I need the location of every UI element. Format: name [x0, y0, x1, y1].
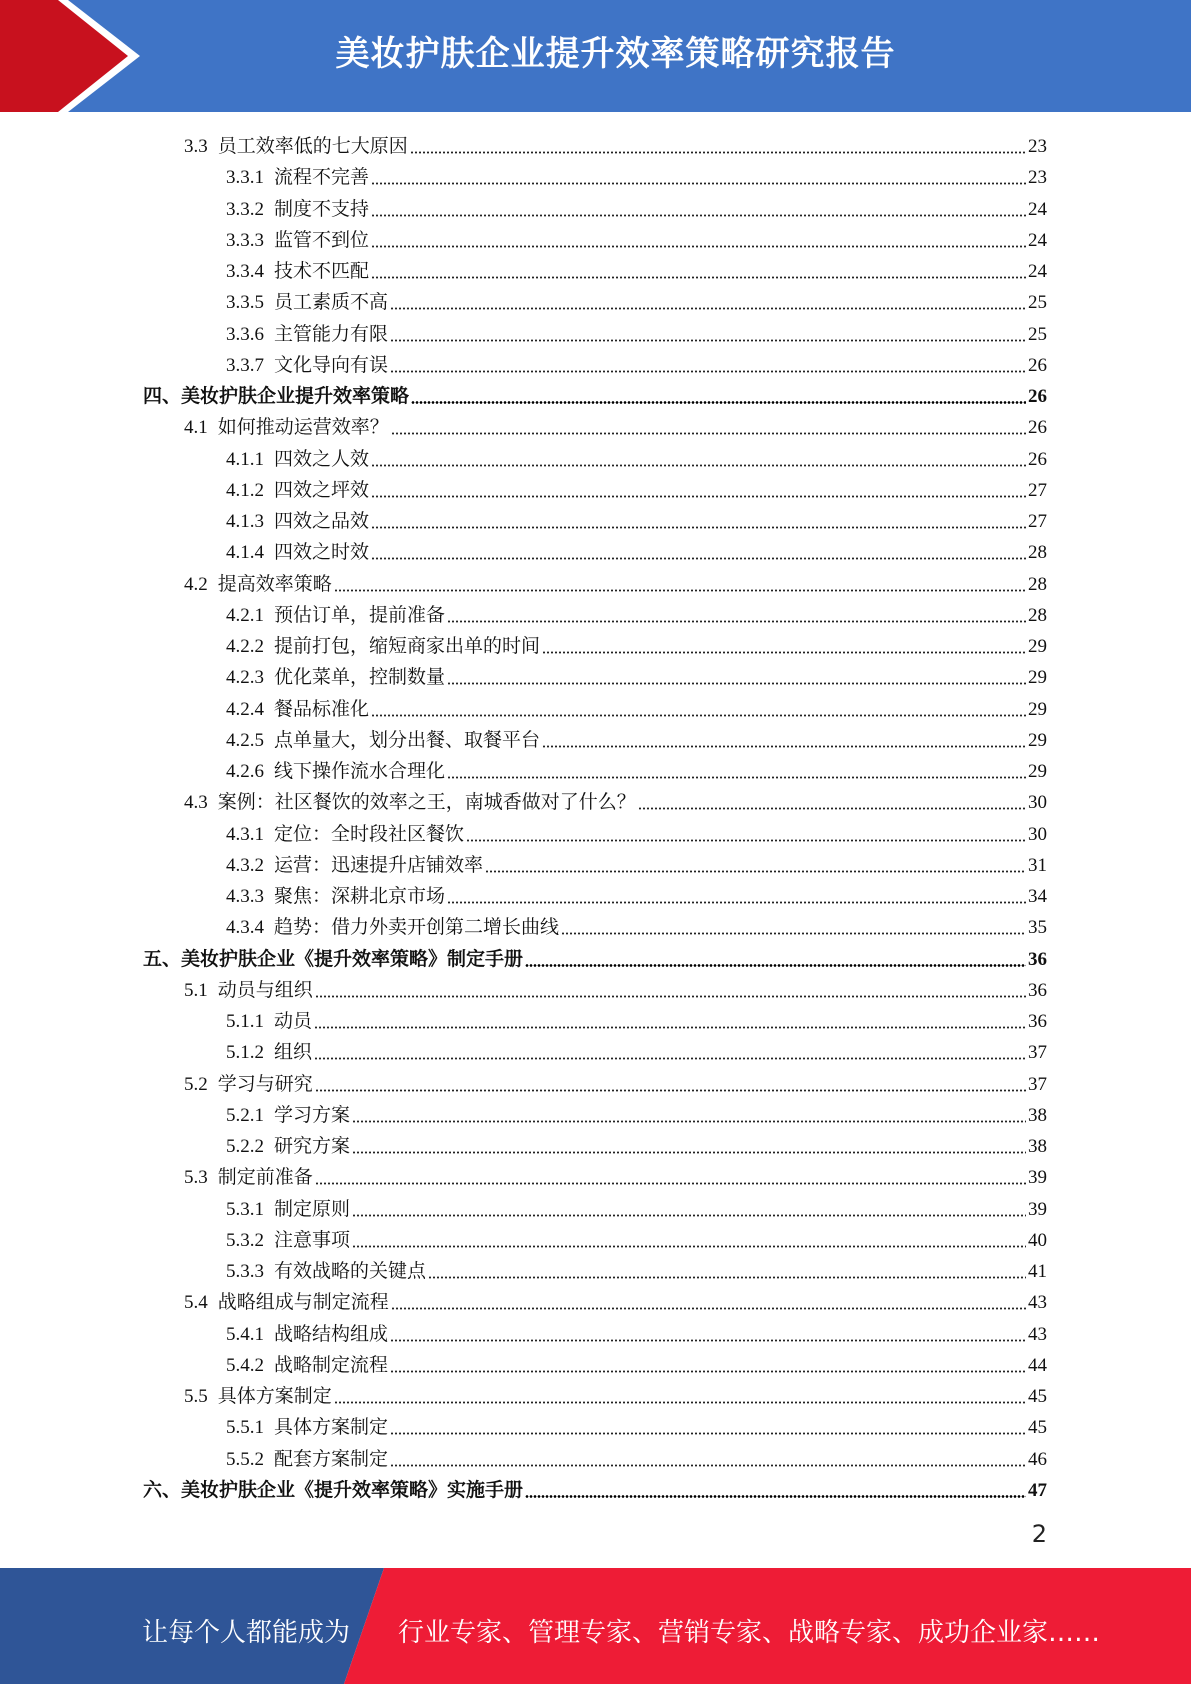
toc-entry-title: 美妆护肤企业《提升效率策略》制定手册	[181, 948, 524, 970]
toc-dot-leader	[371, 214, 1026, 217]
toc-entry-title: 主管能力有限	[274, 323, 389, 345]
toc-entry-title: 战略制定流程	[274, 1354, 389, 1376]
toc-entry-number: 3.3.3	[226, 229, 264, 251]
toc-entry-number: 5.4.1	[226, 1323, 264, 1345]
toc-entry-number: 5.3.3	[226, 1261, 264, 1282]
toc-dot-leader	[334, 589, 1026, 592]
toc-entry[interactable]	[184, 1065, 1047, 1096]
toc-dot-leader	[411, 401, 1026, 404]
toc-entry-page: 23	[1028, 136, 1047, 157]
toc-entry[interactable]	[226, 658, 1047, 689]
toc-entry-page: 24	[1028, 229, 1047, 251]
toc-entry-page: 29	[1028, 636, 1047, 657]
toc-entry-number: 4.3.1	[226, 823, 264, 845]
toc-entry-number: 3.3.7	[226, 354, 264, 376]
toc-entry[interactable]	[226, 1096, 1047, 1127]
toc-entry[interactable]	[226, 346, 1047, 377]
toc-entry-title: 四效之品效	[274, 511, 370, 532]
toc-dot-leader	[391, 432, 1026, 435]
toc-entry-number: 3.3	[184, 136, 208, 157]
toc-entry[interactable]	[226, 1315, 1047, 1346]
toc-entry-number: 5.3	[184, 1167, 208, 1189]
toc-entry-number: 3.3.4	[226, 261, 264, 282]
toc-entry-page: 43	[1028, 1323, 1047, 1345]
toc-dot-leader	[371, 714, 1026, 717]
toc-entry-number: 4.1.1	[226, 448, 264, 470]
toc-entry-title: 战略组成与制定流程	[217, 1292, 389, 1314]
toc-entry[interactable]	[226, 252, 1047, 283]
toc-entry-page: 30	[1028, 792, 1047, 814]
toc-entry-title: 监管不到位	[274, 229, 370, 251]
toc-dot-leader	[314, 1057, 1026, 1060]
toc-dot-leader	[352, 1151, 1026, 1154]
toc-entry[interactable]	[184, 127, 1047, 158]
toc-entry[interactable]	[226, 1033, 1047, 1064]
toc-entry[interactable]	[226, 877, 1047, 908]
toc-entry-title: 制度不支持	[274, 198, 370, 220]
toc-entry[interactable]	[226, 158, 1047, 189]
toc-entry-page: 28	[1028, 573, 1047, 595]
toc-dot-leader	[390, 307, 1026, 310]
toc-entry-page: 36	[1028, 1011, 1047, 1032]
toc-entry-page: 39	[1028, 1198, 1047, 1220]
toc-entry-page: 46	[1028, 1448, 1047, 1470]
toc-entry[interactable]	[226, 815, 1047, 846]
toc-entry-number: 四、	[143, 386, 182, 407]
toc-dot-leader	[485, 870, 1026, 873]
toc-entry-number: 4.1.3	[226, 511, 264, 532]
toc-entry-title: 注意事项	[274, 1229, 351, 1251]
toc-dot-leader	[391, 1307, 1026, 1310]
toc-entry[interactable]	[226, 1002, 1047, 1033]
page-footer	[0, 1568, 1191, 1684]
toc-entry-page: 31	[1028, 854, 1047, 876]
toc-entry-page: 29	[1028, 698, 1047, 720]
toc-dot-leader	[371, 526, 1026, 529]
toc-entry[interactable]	[184, 1158, 1047, 1189]
toc-entry[interactable]	[184, 565, 1047, 596]
toc-entry[interactable]	[143, 1471, 1047, 1502]
toc-entry-title: 配套方案制定	[274, 1448, 389, 1470]
toc-entry[interactable]	[226, 721, 1047, 752]
toc-entry[interactable]	[226, 1190, 1047, 1221]
toc-entry-page: 40	[1028, 1229, 1047, 1251]
toc-dot-leader	[334, 1401, 1026, 1404]
toc-entry-page: 36	[1028, 948, 1047, 970]
toc-dot-leader	[390, 1370, 1026, 1373]
toc-entry[interactable]	[143, 940, 1047, 971]
toc-entry-number: 4.1	[184, 417, 208, 439]
toc-entry-title: 趋势：借力外卖开创第二增长曲线	[274, 917, 560, 939]
toc-entry-title: 学习方案	[274, 1104, 351, 1126]
toc-entry-page: 41	[1028, 1261, 1047, 1282]
toc-entry-number: 4.1.4	[226, 542, 264, 564]
toc-entry-number: 4.1.2	[226, 479, 264, 501]
toc-entry[interactable]	[184, 1283, 1047, 1314]
toc-entry-number: 3.3.6	[226, 323, 264, 345]
toc-entry-number: 4.2.5	[226, 729, 264, 751]
toc-entry-number: 3.3.5	[226, 292, 264, 314]
page-number: 2	[1031, 1520, 1047, 1548]
toc-entry-number: 4.2.3	[226, 667, 264, 689]
toc-entry-page: 35	[1028, 917, 1047, 939]
toc-entry-title: 聚焦：深耕北京市场	[274, 886, 446, 907]
toc-entry-number: 5.1.1	[226, 1011, 264, 1032]
toc-dot-leader	[352, 1120, 1026, 1123]
toc-entry[interactable]	[184, 1377, 1047, 1408]
toc-entry-title: 具体方案制定	[274, 1417, 389, 1439]
toc-entry-page: 23	[1028, 167, 1047, 189]
toc-entry[interactable]	[226, 1252, 1047, 1283]
toc-entry-number: 5.1.2	[226, 1042, 264, 1064]
toc-entry[interactable]	[226, 908, 1047, 939]
toc-dot-leader	[447, 901, 1026, 904]
toc-entry-title: 美妆护肤企业提升效率策略	[181, 386, 410, 407]
toc-entry-number: 5.1	[184, 979, 208, 1001]
toc-entry[interactable]	[226, 1221, 1047, 1252]
toc-dot-leader	[410, 151, 1026, 154]
toc-entry-title: 技术不匹配	[274, 261, 370, 282]
footer-slogan-left: 让每个人都能成为	[142, 1618, 351, 1648]
toc-entry-title: 如何推动运营效率？	[217, 417, 389, 439]
toc-entry-page: 38	[1028, 1104, 1047, 1126]
toc-entry-page: 25	[1028, 292, 1047, 314]
toc-dot-leader	[428, 1276, 1026, 1279]
toc-dot-leader	[447, 620, 1026, 623]
toc-entry-page: 37	[1028, 1042, 1047, 1064]
toc-entry-title: 动员与组织	[217, 979, 313, 1001]
toc-entry-page: 26	[1028, 354, 1047, 376]
toc-entry-number: 5.5.1	[226, 1417, 264, 1439]
toc-entry-title: 研究方案	[274, 1136, 351, 1157]
toc-dot-leader	[542, 745, 1026, 748]
toc-entry-title: 战略结构组成	[274, 1323, 389, 1345]
toc-entry-page: 29	[1028, 729, 1047, 751]
toc-entry[interactable]	[226, 502, 1047, 533]
toc-entry[interactable]	[226, 1346, 1047, 1377]
footer-slogan-right: 行业专家、管理专家、营销专家、战略专家、成功企业家……	[398, 1618, 1101, 1648]
toc-entry[interactable]	[226, 283, 1047, 314]
toc-entry-title: 四效之时效	[274, 542, 370, 564]
toc-entry-title: 点单量大，划分出餐、取餐平台	[274, 729, 541, 751]
toc-entry-number: 5.2.2	[226, 1136, 264, 1157]
toc-entry-page: 34	[1028, 886, 1047, 907]
toc-entry-title: 运营：迅速提升店铺效率	[274, 854, 484, 876]
toc-entry[interactable]	[226, 471, 1047, 502]
toc-entry-title: 提前打包，缩短商家出单的时间	[274, 636, 541, 657]
toc-entry[interactable]	[226, 690, 1047, 721]
toc-dot-leader	[315, 1089, 1026, 1092]
toc-dot-leader	[638, 807, 1026, 810]
toc-entry-number: 六、	[143, 1479, 182, 1501]
toc-dot-leader	[390, 1464, 1026, 1467]
toc-entry-title: 美妆护肤企业《提升效率策略》实施手册	[181, 1479, 524, 1501]
toc-entry-page: 27	[1028, 511, 1047, 532]
toc-entry-number: 5.3.1	[226, 1198, 264, 1220]
toc-entry-page: 45	[1028, 1386, 1047, 1407]
toc-dot-leader	[390, 1432, 1026, 1435]
toc-dot-leader	[390, 1339, 1026, 1342]
toc-entry-number: 4.3	[184, 792, 208, 814]
toc-dot-leader	[447, 682, 1026, 685]
toc-entry-number: 4.2.4	[226, 698, 264, 720]
toc-entry-title: 动员	[274, 1011, 313, 1032]
toc-entry-title: 制定原则	[274, 1198, 351, 1220]
toc-dot-leader	[447, 776, 1026, 779]
toc-entry-number: 4.3.2	[226, 854, 264, 876]
toc-entry-number: 5.4	[184, 1292, 208, 1314]
toc-entry[interactable]	[226, 221, 1047, 252]
toc-entry-page: 45	[1028, 1417, 1047, 1439]
toc-entry-number: 4.2	[184, 573, 208, 595]
toc-entry-page: 24	[1028, 198, 1047, 220]
toc-entry[interactable]	[184, 783, 1047, 814]
page-header	[0, 0, 1191, 112]
toc-entry-number: 4.2.6	[226, 761, 264, 782]
toc-dot-leader	[352, 1245, 1026, 1248]
toc-entry-number: 4.2.2	[226, 636, 264, 657]
toc-entry-page: 26	[1028, 448, 1047, 470]
toc-entry-title: 案例：社区餐饮的效率之王，南城香做对了什么？	[217, 792, 636, 814]
toc-entry-title: 预估订单，提前准备	[274, 604, 446, 626]
toc-entry[interactable]	[226, 1127, 1047, 1158]
toc-dot-leader	[371, 495, 1026, 498]
toc-entry-number: 5.4.2	[226, 1354, 264, 1376]
toc-entry-title: 线下操作流水合理化	[274, 761, 446, 782]
toc-entry-page: 25	[1028, 323, 1047, 345]
toc-entry-number: 5.5	[184, 1386, 208, 1407]
toc-entry[interactable]	[226, 190, 1047, 221]
toc-dot-leader	[466, 839, 1026, 842]
report-title: 美妆护肤企业提升效率策略研究报告	[335, 34, 896, 74]
toc-dot-leader	[314, 1026, 1026, 1029]
toc-entry-title: 学习与研究	[217, 1073, 313, 1095]
toc-dot-leader	[352, 1214, 1026, 1217]
toc-entry-page: 38	[1028, 1136, 1047, 1157]
toc-entry[interactable]	[226, 627, 1047, 658]
toc-entry-page: 24	[1028, 261, 1047, 282]
toc-entry-title: 提高效率策略	[217, 573, 332, 595]
toc-entry-title: 流程不完善	[274, 167, 370, 189]
toc-entry-title: 优化菜单，控制数量	[274, 667, 446, 689]
toc-dot-leader	[371, 182, 1026, 185]
toc-entry-page: 26	[1028, 386, 1047, 407]
toc-entry[interactable]	[226, 315, 1047, 346]
toc-entry-page: 39	[1028, 1167, 1047, 1189]
toc-entry-number: 4.3.4	[226, 917, 264, 939]
toc-entry-title: 四效之人效	[274, 448, 370, 470]
toc-dot-leader	[315, 1182, 1026, 1185]
toc-entry-number: 3.3.1	[226, 167, 264, 189]
toc-entry-page: 28	[1028, 604, 1047, 626]
toc-dot-leader	[390, 370, 1026, 373]
toc-entry[interactable]	[226, 846, 1047, 877]
toc-entry-title: 四效之坪效	[274, 479, 370, 501]
toc-entry[interactable]	[226, 1408, 1047, 1439]
toc-entry-page: 43	[1028, 1292, 1047, 1314]
toc-entry[interactable]	[226, 533, 1047, 564]
toc-entry-page: 27	[1028, 479, 1047, 501]
toc-dot-leader	[371, 557, 1026, 560]
toc-entry[interactable]	[226, 752, 1047, 783]
toc-entry-number: 3.3.2	[226, 198, 264, 220]
toc-dot-leader	[315, 995, 1026, 998]
toc-entry-number: 5.5.2	[226, 1448, 264, 1470]
toc-entry-number: 五、	[143, 948, 182, 970]
toc-entry-title: 定位：全时段社区餐饮	[274, 823, 465, 845]
toc-entry-title: 文化导向有误	[274, 354, 389, 376]
toc-entry[interactable]	[184, 971, 1047, 1002]
toc-entry-title: 员工效率低的七大原因	[217, 136, 408, 157]
toc-entry-title: 组织	[274, 1042, 313, 1064]
toc-dot-leader	[371, 276, 1026, 279]
toc-dot-leader	[371, 464, 1026, 467]
toc-entry-page: 29	[1028, 761, 1047, 782]
toc-entry-title: 制定前准备	[217, 1167, 313, 1189]
toc-entry[interactable]	[184, 408, 1047, 439]
toc-dot-leader	[561, 932, 1026, 935]
toc-dot-leader	[542, 651, 1026, 654]
toc-entry-number: 4.2.1	[226, 604, 264, 626]
toc-entry[interactable]	[226, 596, 1047, 627]
toc-dot-leader	[525, 964, 1026, 967]
toc-entry-title: 有效战略的关键点	[274, 1261, 427, 1282]
toc-entry-page: 37	[1028, 1073, 1047, 1095]
toc-entry-title: 餐品标准化	[274, 698, 370, 720]
toc-entry-page: 28	[1028, 542, 1047, 564]
toc-entry-page: 30	[1028, 823, 1047, 845]
toc-dot-leader	[525, 1495, 1026, 1498]
toc-entry-title: 员工素质不高	[274, 292, 389, 314]
toc-entry[interactable]	[143, 377, 1047, 408]
toc-entry-page: 47	[1028, 1479, 1047, 1501]
toc-entry-number: 5.2	[184, 1073, 208, 1095]
toc-dot-leader	[371, 245, 1026, 248]
toc-entry-title: 具体方案制定	[217, 1386, 332, 1407]
toc-dot-leader	[390, 339, 1026, 342]
toc-entry-page: 36	[1028, 979, 1047, 1001]
toc-entry-number: 5.2.1	[226, 1104, 264, 1126]
toc-entry-number: 4.3.3	[226, 886, 264, 907]
toc-entry[interactable]	[226, 440, 1047, 471]
toc-entry-page: 29	[1028, 667, 1047, 689]
toc-entry[interactable]	[226, 1440, 1047, 1471]
toc-entry-page: 44	[1028, 1354, 1047, 1376]
toc-entry-number: 5.3.2	[226, 1229, 264, 1251]
toc-entry-page: 26	[1028, 417, 1047, 439]
